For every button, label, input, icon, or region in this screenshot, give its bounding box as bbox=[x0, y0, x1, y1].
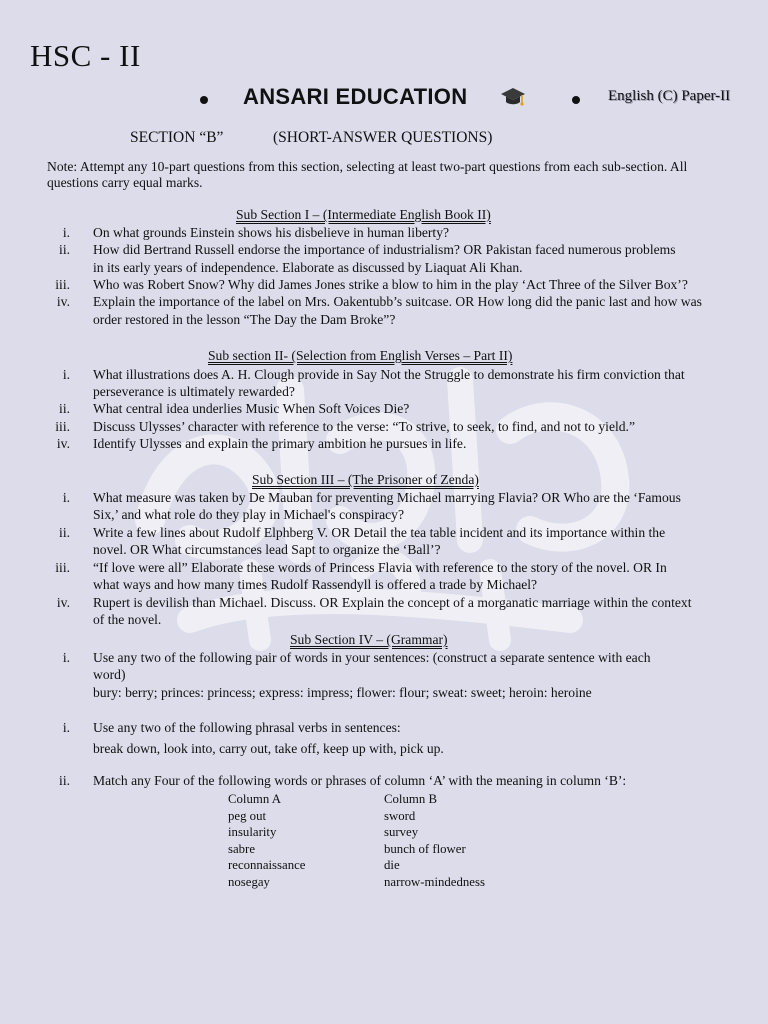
column-b-item: survey bbox=[384, 825, 419, 840]
column-a-item: sabre bbox=[228, 841, 255, 856]
question-number: i. bbox=[62, 650, 70, 665]
column-a-item: nosegay bbox=[228, 874, 270, 889]
paper-label: English (C) Paper-II bbox=[608, 88, 731, 104]
question-number: ii. bbox=[59, 242, 70, 257]
question-text: What illustrations does A. H. Clough provide in Say Not the Struggle to demonstrate his firm conviction that bbox=[93, 367, 685, 382]
question-number: iii. bbox=[55, 560, 70, 575]
question-text: Write a few lines about Rudolf Elphberg V. OR Detail the tea table incident and its importance within the bbox=[93, 525, 666, 540]
question-text: of the novel. bbox=[93, 612, 162, 627]
column-a-item: insularity bbox=[228, 825, 277, 840]
question-text: Rupert is devilish than Michael. Discuss. OR Explain the concept of a morganatic marriage within the context bbox=[93, 595, 692, 610]
subsection-heading: Sub Section I – (Intermediate English Book II) bbox=[236, 207, 491, 222]
column-b-item: narrow-mindedness bbox=[384, 874, 485, 889]
question-text: Discuss Ulysses’ character with reference to the verse: “To strive, to seek, to find, and not to yield.” bbox=[93, 419, 635, 434]
word-pairs-text: bury: berry; princes: princess; express: impress; flower: flour; sweat: sweet; heroin: heroine bbox=[93, 685, 592, 700]
question-number: i. bbox=[62, 225, 70, 240]
section-title: SECTION “B” bbox=[130, 129, 224, 146]
column-a-header: Column A bbox=[228, 792, 281, 806]
column-b bbox=[384, 791, 485, 891]
subsection-heading: Sub Section III – (The Prisoner of Zenda) bbox=[252, 472, 479, 487]
question-number: iii. bbox=[55, 419, 70, 434]
subsection-heading: Sub Section IV – (Grammar) bbox=[290, 632, 448, 647]
question-text: word) bbox=[93, 667, 126, 682]
question-text: Who was Robert Snow? Why did James Jones strike a blow to him in the play ‘Act Three of the Silver Box’? bbox=[93, 277, 688, 292]
instructions-note: Note: Attempt any 10-part questions from this section, selecting at least two-part questions from each sub-section. All questions carry equal marks. bbox=[47, 159, 688, 190]
question-text: “If love were all” Elaborate these words of Princess Flavia with reference to the story of the novel. OR In bbox=[93, 560, 667, 575]
question-number: ii. bbox=[59, 525, 70, 540]
question-text: Match any Four of the following words or phrases of column ‘A’ with the meaning in column ‘B’: bbox=[93, 773, 627, 788]
column-b-item: bunch of flower bbox=[384, 841, 466, 856]
question-text: What measure was taken by De Mauban for preventing Michael marrying Flavia? OR Who are the ‘Famous bbox=[93, 490, 681, 505]
question-number: i. bbox=[62, 720, 70, 735]
phrasal-verbs-text: break down, look into, carry out, take off, keep up with, pick up. bbox=[93, 741, 444, 756]
column-b-item: die bbox=[384, 858, 400, 873]
column-a bbox=[228, 791, 305, 891]
column-b-item: sword bbox=[384, 808, 416, 823]
question-text: Identify Ulysses and explain the primary ambition he pursues in life. bbox=[93, 436, 467, 451]
question-text: novel. OR What circumstances lead Sapt to organize the ‘Ball’? bbox=[93, 542, 441, 557]
question-text: Use any two of the following phrasal verbs in sentences: bbox=[93, 720, 401, 735]
question-text: in its early years of independence. Elaborate as discussed by Liaquat Ali Khan. bbox=[93, 260, 523, 275]
question-text: How did Bertrand Russell endorse the importance of industrialism? OR Pakistan faced numerous problems bbox=[93, 242, 676, 257]
question-number: iv. bbox=[56, 436, 70, 451]
graduation-cap-icon bbox=[500, 84, 526, 110]
column-a-item: peg out bbox=[228, 808, 267, 823]
class-label: HSC - II bbox=[30, 38, 141, 73]
question-number: ii. bbox=[59, 773, 70, 788]
subsection-heading: Sub section II- (Selection from English Verses – Part II) bbox=[208, 348, 513, 363]
question-text: What central idea underlies Music When Soft Voices Die? bbox=[93, 401, 410, 416]
question-text: what ways and how many times Rudolf Rassendyll is offered a trade by Michael? bbox=[93, 577, 538, 592]
bullet-right bbox=[572, 96, 580, 104]
section-subtitle: (SHORT-ANSWER QUESTIONS) bbox=[273, 129, 493, 146]
question-number: iii. bbox=[55, 277, 70, 292]
brand-name: ANSARI EDUCATION bbox=[243, 84, 468, 109]
question-text: Six,’ and what role do they play in Michael's conspiracy? bbox=[93, 507, 404, 522]
question-number: i. bbox=[62, 367, 70, 382]
column-b-header: Column B bbox=[384, 792, 437, 806]
question-text: perseverance is ultimately rewarded? bbox=[93, 384, 295, 399]
column-a-item: reconnaissance bbox=[228, 858, 306, 873]
question-text: order restored in the lesson “The Day the Dam Broke”? bbox=[93, 312, 396, 327]
question-text: On what grounds Einstein shows his disbelieve in human liberty? bbox=[93, 225, 450, 240]
question-number: iv. bbox=[56, 294, 70, 309]
bullet-left bbox=[200, 96, 208, 104]
question-number: ii. bbox=[59, 401, 70, 416]
question-number: i. bbox=[62, 490, 70, 505]
question-text: Use any two of the following pair of words in your sentences: (construct a separate sentence with each bbox=[93, 650, 651, 665]
question-number: iv. bbox=[56, 595, 70, 610]
question-text: Explain the importance of the label on Mrs. Oakentubb’s suitcase. OR How long did the panic last and how was bbox=[93, 294, 702, 309]
